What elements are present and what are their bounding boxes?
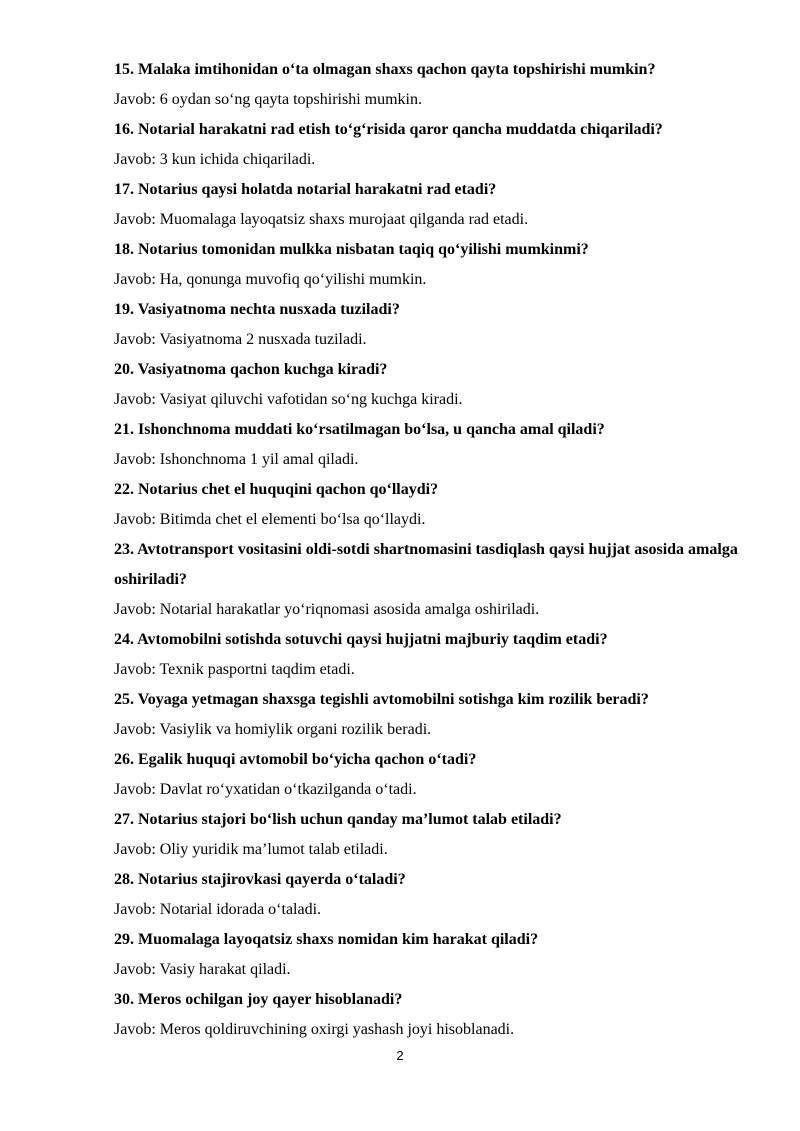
qa-item-20 bbox=[114, 355, 744, 415]
question-text: 23. Avtotransport vositasini oldi-sotdi shartnomasini tasdiqlash qaysi hujjat asosida amalga oshiriladi? bbox=[114, 541, 738, 588]
qa-item-26 bbox=[114, 745, 744, 805]
question-text: 17. Notarius qaysi holatda notarial harakatni rad etadi? bbox=[114, 181, 497, 198]
answer-text: Javob: Vasiylik va homiylik organi rozilik beradi. bbox=[114, 721, 432, 738]
answer-text: Javob: Oliy yuridik ma’lumot talab etiladi. bbox=[114, 841, 388, 858]
question-text: 21. Ishonchnoma muddati ko‘rsatilmagan bo‘lsa, u qancha amal qiladi? bbox=[114, 421, 605, 438]
answer-text: Javob: Vasiy harakat qiladi. bbox=[114, 961, 291, 978]
qa-item-15 bbox=[114, 55, 744, 115]
qa-item-18 bbox=[114, 235, 744, 295]
qa-item-28 bbox=[114, 865, 744, 925]
question-text: 19. Vasiyatnoma nechta nusxada tuziladi? bbox=[114, 301, 400, 318]
qa-item-24 bbox=[114, 625, 744, 685]
question-text: 24. Avtomobilni sotishda sotuvchi qaysi hujjatni majburiy taqdim etadi? bbox=[114, 631, 608, 648]
qa-item-27 bbox=[114, 805, 744, 865]
answer-text: Javob: Notarial harakatlar yo‘riqnomasi asosida amalga oshiriladi. bbox=[114, 601, 540, 618]
question-text: 20. Vasiyatnoma qachon kuchga kiradi? bbox=[114, 361, 388, 378]
page-number: 2 bbox=[396, 1048, 404, 1063]
answer-text: Javob: 3 kun ichida chiqariladi. bbox=[114, 151, 316, 168]
qa-item-17 bbox=[114, 175, 744, 235]
qa-item-22 bbox=[114, 475, 744, 535]
answer-text: Javob: Muomalaga layoqatsiz shaxs murojaat qilganda rad etadi. bbox=[114, 211, 529, 228]
question-text: 26. Egalik huquqi avtomobil bo‘yicha qachon o‘tadi? bbox=[114, 751, 477, 768]
answer-text: Javob: Notarial idorada o‘taladi. bbox=[114, 901, 322, 918]
qa-item-19 bbox=[114, 295, 744, 355]
qa-item-23 bbox=[114, 535, 744, 625]
answer-text: Javob: Vasiyatnoma 2 nusxada tuziladi. bbox=[114, 331, 367, 348]
qa-item-21 bbox=[114, 415, 744, 475]
question-text: 18. Notarius tomonidan mulkka nisbatan taqiq qo‘yilishi mumkinmi? bbox=[114, 241, 589, 258]
answer-text: Javob: Ha, qonunga muvofiq qo‘yilishi mumkin. bbox=[114, 271, 427, 288]
question-text: 28. Notarius stajirovkasi qayerda o‘taladi? bbox=[114, 871, 406, 888]
question-text: 27. Notarius stajori bo‘lish uchun qanday ma’lumot talab etiladi? bbox=[114, 811, 562, 828]
answer-text: Javob: 6 oydan so‘ng qayta topshirishi mumkin. bbox=[114, 91, 422, 108]
answer-text: Javob: Vasiyat qiluvchi vafotidan so‘ng kuchga kiradi. bbox=[114, 391, 463, 408]
question-text: 16. Notarial harakatni rad etish to‘g‘risida qaror qancha muddatda chiqariladi? bbox=[114, 121, 663, 138]
qa-item-16 bbox=[114, 115, 744, 175]
question-text: 29. Muomalaga layoqatsiz shaxs nomidan kim harakat qiladi? bbox=[114, 931, 539, 948]
qa-list bbox=[114, 55, 744, 1045]
question-text: 30. Meros ochilgan joy qayer hisoblanadi? bbox=[114, 991, 403, 1008]
qa-item-30 bbox=[114, 985, 744, 1045]
answer-text: Javob: Texnik pasportni taqdim etadi. bbox=[114, 661, 355, 678]
qa-item-29 bbox=[114, 925, 744, 985]
question-text: 22. Notarius chet el huquqini qachon qo‘llaydi? bbox=[114, 481, 439, 498]
answer-text: Javob: Ishonchnoma 1 yil amal qiladi. bbox=[114, 451, 359, 468]
qa-item-25 bbox=[114, 685, 744, 745]
answer-text: Javob: Bitimda chet el elementi bo‘lsa qo‘llaydi. bbox=[114, 511, 426, 528]
answer-text: Javob: Meros qoldiruvchining oxirgi yashash joyi hisoblanadi. bbox=[114, 1021, 515, 1038]
answer-text: Javob: Davlat ro‘yxatidan o‘tkazilganda o‘tadi. bbox=[114, 781, 417, 798]
question-text: 15. Malaka imtihonidan o‘ta olmagan shaxs qachon qayta topshirishi mumkin? bbox=[114, 61, 656, 78]
question-text: 25. Voyaga yetmagan shaxsga tegishli avtomobilni sotishga kim rozilik beradi? bbox=[114, 691, 649, 708]
